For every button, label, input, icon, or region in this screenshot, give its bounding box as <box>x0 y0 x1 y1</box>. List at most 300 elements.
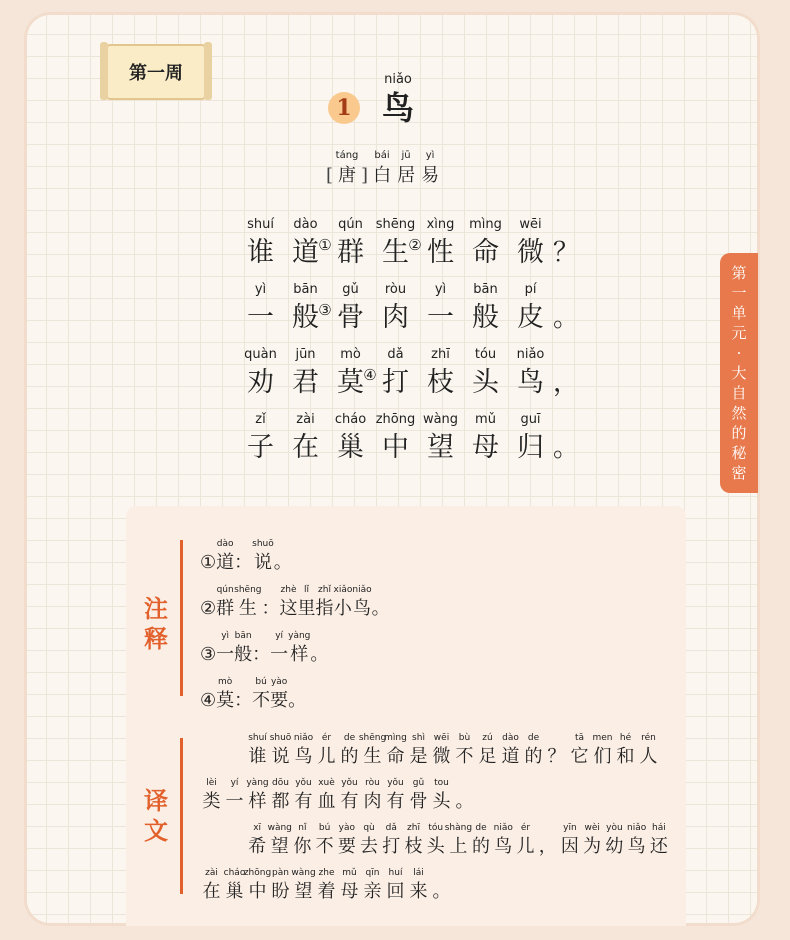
pinyin: xiǎo <box>333 585 353 595</box>
pinyin: rén <box>641 733 656 743</box>
hanzi: 要 <box>270 690 289 711</box>
translation-char <box>522 733 545 769</box>
translation-char <box>313 823 335 859</box>
note-number: ① <box>200 552 217 573</box>
translation-char <box>315 733 338 769</box>
side-tab-char: 元 <box>731 324 747 342</box>
pinyin: yǒu <box>341 778 358 788</box>
pinyin: wèi <box>584 823 600 833</box>
pinyin: cháo <box>223 868 246 878</box>
lesson-number-badge <box>328 92 360 124</box>
translation-char <box>336 823 358 859</box>
hanzi: 枝 <box>404 836 423 857</box>
pinyin: táng <box>335 150 359 161</box>
translation-char <box>453 733 476 769</box>
translation-char <box>425 823 447 859</box>
hanzi: 微 <box>517 237 544 268</box>
note-definition-char <box>334 585 353 621</box>
note-end: 。 <box>310 644 329 665</box>
hanzi: 谁 <box>247 237 274 268</box>
note-marker: ① <box>318 236 332 254</box>
translation-char <box>603 823 625 859</box>
pinyin: cháo <box>334 412 367 427</box>
poem-line <box>238 401 580 466</box>
poem-punctuation: ， <box>553 368 580 398</box>
hanzi: 易 <box>421 165 440 186</box>
poem-char <box>373 282 418 336</box>
note-term-char <box>234 585 261 621</box>
hanzi: 莫 <box>337 367 364 398</box>
hanzi: 肉 <box>382 302 409 333</box>
pinyin: gǔ <box>412 778 425 788</box>
pinyin: niǎo <box>352 585 372 595</box>
dynasty-char <box>337 150 357 188</box>
poem-char <box>238 217 283 271</box>
pinyin: qún <box>338 217 363 232</box>
pinyin: yí <box>275 631 284 641</box>
hanzi: 着 <box>317 881 336 902</box>
hanzi: 头 <box>426 836 445 857</box>
note-marker: ③ <box>318 301 332 319</box>
hanzi: 不 <box>315 836 334 857</box>
hanzi: 回 <box>386 881 405 902</box>
hanzi: 还 <box>649 836 668 857</box>
hanzi: 鸟 <box>352 598 371 619</box>
pinyin: pí <box>524 282 537 297</box>
translation-char <box>269 733 292 769</box>
note-definition-char <box>270 631 288 667</box>
hanzi: 都 <box>271 791 290 812</box>
pinyin: shuō <box>269 733 292 743</box>
pinyin: xī <box>253 823 262 833</box>
week-label-text: 第一周 <box>129 63 183 84</box>
note-separator: ： <box>234 552 253 573</box>
note-term-char <box>216 539 234 575</box>
translation-char <box>243 868 272 904</box>
translation-char <box>315 868 338 904</box>
translation-char <box>591 733 614 769</box>
pinyin: yǒu <box>387 778 404 788</box>
hanzi: 足 <box>478 746 497 767</box>
hanzi: 幼 <box>605 836 624 857</box>
hanzi: 这 <box>279 598 298 619</box>
pinyin: yì <box>425 150 435 161</box>
translation-char <box>402 823 424 859</box>
poem-line <box>238 336 580 401</box>
poem-char <box>508 412 553 466</box>
hanzi: 样 <box>248 791 267 812</box>
pinyin: lǐ <box>303 585 309 595</box>
lesson-number: 1 <box>336 95 352 121</box>
hanzi: 一 <box>247 302 274 333</box>
note-definition-char <box>298 585 316 621</box>
hanzi: 打 <box>382 836 401 857</box>
translation-divider <box>180 738 183 894</box>
hanzi: 劝 <box>247 367 274 398</box>
hanzi: 唐 <box>338 165 357 186</box>
pinyin: tou <box>434 778 449 788</box>
translation-char <box>380 823 402 859</box>
hanzi: 不 <box>252 690 271 711</box>
pinyin: yào <box>338 823 355 833</box>
poem-char <box>418 282 463 336</box>
pinyin: yào <box>270 677 288 687</box>
hanzi: 和 <box>616 746 635 767</box>
hanzi: 在 <box>202 881 221 902</box>
hanzi: 母 <box>340 881 359 902</box>
hanzi: 希 <box>248 836 267 857</box>
hanzi: 一 <box>427 302 454 333</box>
hanzi: 它 <box>570 746 589 767</box>
hanzi: 儿 <box>317 746 336 767</box>
translation-char <box>315 778 338 814</box>
pinyin: ròu <box>365 778 380 788</box>
hanzi: 在 <box>292 432 319 463</box>
pinyin: shì <box>412 733 425 743</box>
notes-list <box>200 529 390 713</box>
poem-char <box>283 347 328 401</box>
hanzi: 般 <box>234 644 253 665</box>
note-marker: ② <box>408 236 422 254</box>
translation-char <box>637 733 660 769</box>
hanzi: 肉 <box>363 791 382 812</box>
side-tab-char: 大 <box>731 364 747 382</box>
hanzi: 望 <box>294 881 313 902</box>
pinyin: de <box>475 823 487 833</box>
pinyin: dào <box>216 539 234 549</box>
hanzi: 有 <box>340 791 359 812</box>
side-tab-char: 密 <box>731 464 747 482</box>
translation-line <box>200 724 670 769</box>
pinyin: bú <box>255 677 267 687</box>
pinyin: bān <box>234 631 252 641</box>
translation-char <box>338 868 361 904</box>
pinyin: qún <box>216 585 234 595</box>
poem-line <box>238 206 580 271</box>
translation-line <box>200 769 670 814</box>
pinyin: niǎo <box>293 733 314 743</box>
pinyin: bān <box>293 282 318 297</box>
note-term-char <box>216 585 234 621</box>
hanzi: 们 <box>593 746 612 767</box>
hanzi: 生 <box>238 598 257 619</box>
hanzi: 生 <box>382 237 409 268</box>
pinyin: shuō <box>252 539 274 549</box>
pinyin: qīn <box>365 868 380 878</box>
translation-char <box>223 868 246 904</box>
hanzi: 头 <box>472 367 499 398</box>
note-item <box>200 575 390 621</box>
note-definition-char <box>316 585 334 621</box>
hanzi: 说 <box>271 746 290 767</box>
translation-char <box>269 868 292 904</box>
side-tab-char: 单 <box>731 304 747 322</box>
pinyin: bái <box>374 150 390 161</box>
poem-punctuation: 。 <box>553 433 580 463</box>
pinyin: dǎ <box>385 823 397 833</box>
pinyin: zài <box>296 412 315 427</box>
note-separator: ： <box>261 598 280 619</box>
pinyin: yòu <box>606 823 623 833</box>
pinyin: dōu <box>272 778 289 788</box>
hanzi: 道 <box>216 552 235 573</box>
translation-char <box>407 868 430 904</box>
pinyin: xìng <box>426 217 455 232</box>
pinyin: wàng <box>422 412 459 427</box>
notes-heading-char: 注 <box>144 594 168 623</box>
poem-punctuation: ？ <box>553 238 580 268</box>
translation-char <box>492 823 514 859</box>
translation-line <box>200 814 670 859</box>
pinyin: shēng <box>234 585 262 595</box>
pinyin: de <box>343 733 356 743</box>
pinyin: wēi <box>519 217 542 232</box>
pinyin: zú <box>482 733 493 743</box>
poem-char <box>508 217 553 271</box>
side-tab-char: 自 <box>731 384 747 402</box>
translation-char <box>292 778 315 814</box>
pinyin: shuí <box>247 217 274 232</box>
lesson-title <box>378 72 418 128</box>
pinyin: lái <box>413 868 424 878</box>
side-tab-char: 的 <box>731 424 747 442</box>
pinyin: niǎo <box>516 347 545 362</box>
notes-heading-char: 释 <box>144 624 168 653</box>
translation-heading-char: 文 <box>144 816 168 845</box>
notes-heading <box>140 594 172 654</box>
pinyin: zhè <box>280 585 297 595</box>
hanzi: 骨 <box>409 791 428 812</box>
hanzi: 人 <box>639 746 658 767</box>
note-end: 。 <box>273 552 292 573</box>
translation-char <box>269 778 292 814</box>
pinyin: ér <box>321 733 332 743</box>
hanzi: 白 <box>373 165 392 186</box>
note-definition-char <box>352 585 371 621</box>
pinyin: mìng <box>469 217 502 232</box>
translation-char <box>200 778 223 814</box>
pinyin: nǐ <box>298 823 307 833</box>
hanzi: 母 <box>472 432 499 463</box>
translation-char <box>384 778 407 814</box>
pinyin: shuí <box>248 733 267 743</box>
hanzi: 中 <box>248 881 267 902</box>
pinyin: zài <box>205 868 218 878</box>
translation-char <box>361 778 384 814</box>
hanzi: 性 <box>427 237 454 268</box>
hanzi: 为 <box>583 836 602 857</box>
side-tab-char: 秘 <box>731 444 747 462</box>
poem-char <box>373 412 418 466</box>
translation-char <box>358 733 387 769</box>
pinyin: qù <box>363 823 375 833</box>
pinyin: zhe <box>318 868 335 878</box>
poem-punctuation: 。 <box>553 303 580 333</box>
note-end: 。 <box>288 690 307 711</box>
translation-char <box>430 778 453 814</box>
poem-char <box>508 282 553 336</box>
translation-char <box>499 733 522 769</box>
unit-side-tab[interactable] <box>720 253 758 493</box>
pinyin: xuè <box>318 778 335 788</box>
note-definition-char <box>252 539 274 575</box>
pinyin: dào <box>502 733 519 743</box>
hanzi: 般 <box>472 302 499 333</box>
note-term-char <box>234 631 252 667</box>
translation-char <box>559 823 581 859</box>
pinyin: guī <box>520 412 541 427</box>
translation-char <box>338 733 361 769</box>
pinyin: tóu <box>428 823 444 833</box>
lesson-title-hanzi: 鸟 <box>381 89 414 127</box>
hanzi: 的 <box>471 836 490 857</box>
translation-char <box>648 823 670 859</box>
pinyin: bān <box>473 282 498 297</box>
pinyin: wàng <box>267 823 292 833</box>
bracket-close: ] <box>361 165 369 186</box>
poem-author <box>326 150 440 188</box>
poem-char <box>238 282 283 336</box>
pinyin: mǔ <box>342 868 357 878</box>
translation-char <box>568 733 591 769</box>
side-tab-char: 一 <box>731 284 747 302</box>
pinyin: zhōng <box>243 868 272 878</box>
pinyin: zhī <box>431 347 450 362</box>
side-tab-char: 第 <box>731 264 747 282</box>
pinyin: de <box>527 733 540 743</box>
translation-punctuation: 。 <box>432 881 451 902</box>
pinyin: yì <box>434 282 447 297</box>
note-number: ② <box>200 598 217 619</box>
hanzi: 鸟 <box>627 836 646 857</box>
side-tab-char: 然 <box>731 404 747 422</box>
pinyin: quàn <box>244 347 277 362</box>
translation-char <box>338 778 361 814</box>
hanzi: 来 <box>409 881 428 902</box>
pinyin: bù <box>458 733 471 743</box>
pinyin: bú <box>318 823 331 833</box>
pinyin: hé <box>619 733 632 743</box>
hanzi: 命 <box>472 237 499 268</box>
pinyin: ròu <box>384 282 407 297</box>
pinyin: niǎo <box>493 823 513 833</box>
translation-char <box>246 823 268 859</box>
hanzi: 指 <box>315 598 334 619</box>
hanzi: 生 <box>363 746 382 767</box>
hanzi: 居 <box>397 165 416 186</box>
hanzi: 去 <box>360 836 379 857</box>
translation-char <box>384 868 407 904</box>
note-number: ④ <box>200 690 217 711</box>
translation-char <box>444 823 473 859</box>
translation-char <box>223 778 246 814</box>
hanzi: 样 <box>290 644 309 665</box>
pinyin: hái <box>652 823 666 833</box>
hanzi: 望 <box>270 836 289 857</box>
pinyin: mò <box>218 677 233 687</box>
translation-char <box>291 823 313 859</box>
note-definition-char <box>280 585 298 621</box>
note-definition-char <box>270 677 288 713</box>
hanzi: 鸟 <box>294 746 313 767</box>
note-term-char <box>216 631 234 667</box>
pinyin: shēng <box>375 217 416 232</box>
translation-char <box>268 823 291 859</box>
poem-char <box>238 412 283 466</box>
note-marker: ④ <box>363 366 377 384</box>
poem-char <box>283 412 328 466</box>
translation-char <box>626 823 648 859</box>
hanzi: 血 <box>317 791 336 812</box>
translation-char <box>358 823 380 859</box>
note-separator: ： <box>234 690 253 711</box>
translation-text <box>200 724 670 904</box>
pinyin: tóu <box>474 347 497 362</box>
hanzi: 莫 <box>216 690 235 711</box>
poem-char <box>463 412 508 466</box>
hanzi: 谁 <box>248 746 267 767</box>
hanzi: 巢 <box>337 432 364 463</box>
author-name-char <box>372 150 392 188</box>
hanzi: 你 <box>293 836 312 857</box>
pinyin: mǔ <box>475 412 496 427</box>
pinyin: jū <box>401 150 411 161</box>
pinyin: zhōng <box>375 412 416 427</box>
hanzi: 一 <box>216 644 235 665</box>
week-label <box>106 44 206 100</box>
poem-char <box>463 282 508 336</box>
hanzi: 群 <box>337 237 364 268</box>
hanzi: 枝 <box>427 367 454 398</box>
translation-char <box>514 823 536 859</box>
hanzi: 类 <box>202 791 221 812</box>
pinyin: mìng <box>384 733 407 743</box>
translation-char <box>246 778 269 814</box>
hanzi: 有 <box>386 791 405 812</box>
translation-char <box>407 733 430 769</box>
poem-char <box>418 412 463 466</box>
note-end: 。 <box>371 598 390 619</box>
poem-char <box>463 347 508 401</box>
bracket-open: [ <box>326 165 334 186</box>
hanzi: 般 <box>292 302 319 333</box>
poem-line <box>238 271 580 336</box>
translation-char <box>407 778 430 814</box>
hanzi: 是 <box>409 746 428 767</box>
pinyin: lèi <box>206 778 217 788</box>
note-definition-char <box>252 677 270 713</box>
pinyin: dào <box>293 217 318 232</box>
pinyin: mò <box>340 347 361 362</box>
hanzi: 打 <box>382 367 409 398</box>
poem-char <box>508 347 553 401</box>
note-term-char <box>216 677 234 713</box>
hanzi: 的 <box>340 746 359 767</box>
hanzi: 皮 <box>517 302 544 333</box>
pinyin: tā <box>574 733 585 743</box>
hanzi: 的 <box>524 746 543 767</box>
translation-punctuation: 。 <box>455 791 474 812</box>
hanzi: 骨 <box>337 302 364 333</box>
hanzi: 鸟 <box>517 367 544 398</box>
pinyin: jūn <box>295 347 316 362</box>
translation-char <box>292 868 315 904</box>
note-item <box>200 667 390 713</box>
pinyin: zhī <box>407 823 420 833</box>
hanzi: 子 <box>247 432 274 463</box>
translation-char <box>246 733 269 769</box>
note-number: ③ <box>200 644 217 665</box>
